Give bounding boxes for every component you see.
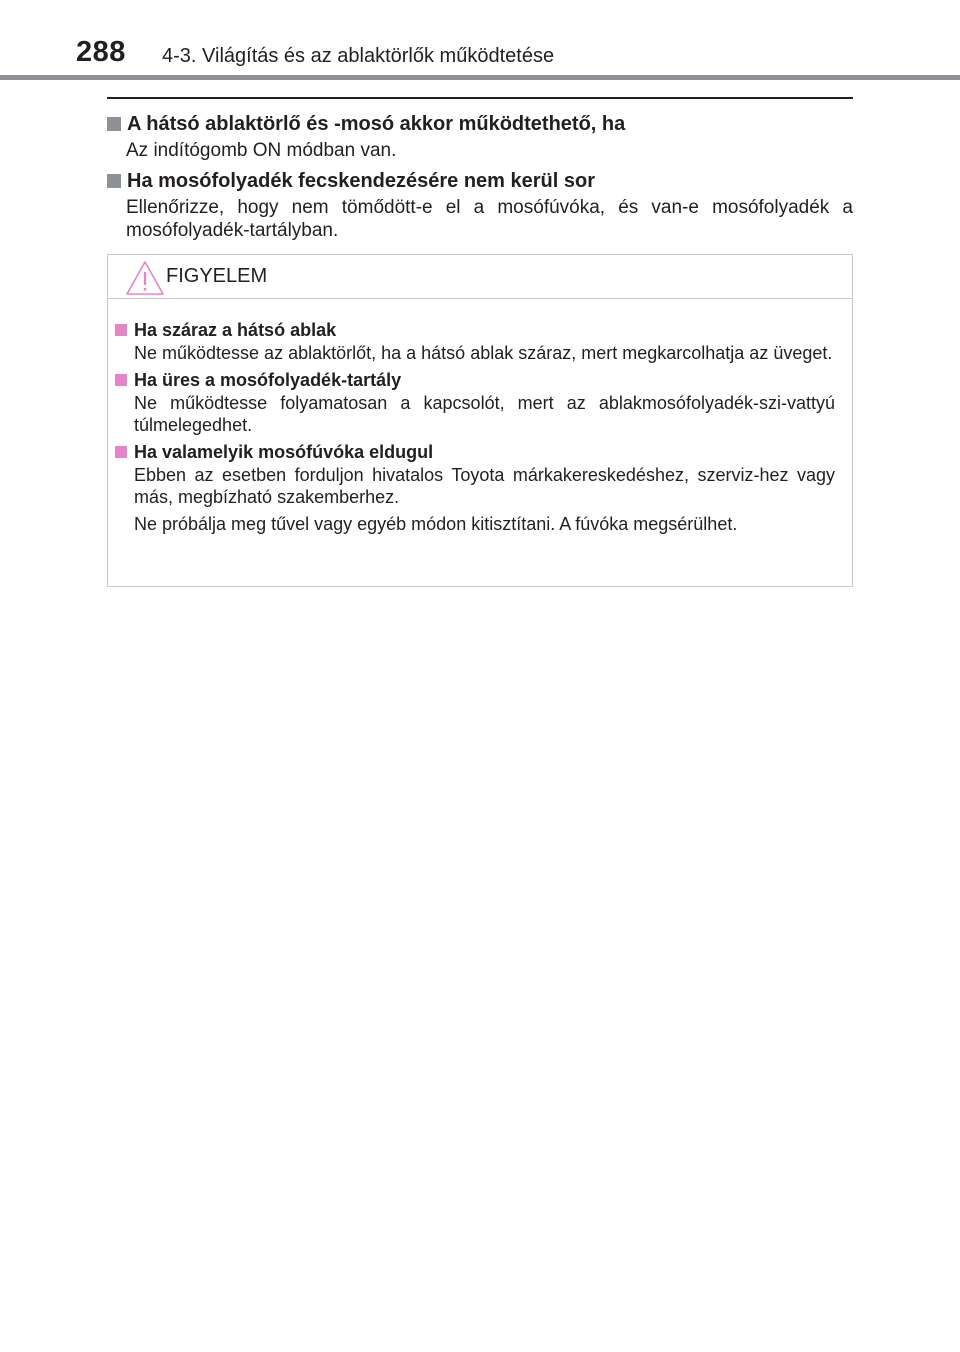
square-bullet-icon (107, 117, 121, 131)
warning-body (108, 299, 852, 535)
section-heading: Ha mosófolyadék fecskendezésére nem kerül sor (127, 170, 595, 192)
section-paragraph: Ellenőrizze, hogy nem tömődött-e el a mosófúvóka, és van-e mosófolyadék a mosófolyadék-tartályban. (126, 197, 853, 241)
square-bullet-icon (115, 374, 127, 386)
warning-item (115, 441, 835, 535)
warning-title: FIGYELEM (166, 265, 268, 287)
warning-item-paragraph: Ne próbálja meg tűvel vagy egyéb módon kitisztítani. A fúvóka megsérülhet. (134, 514, 738, 534)
square-bullet-icon (107, 174, 121, 188)
page-header (0, 0, 960, 80)
section-heading: A hátsó ablaktörlő és -mosó akkor működtethető, ha (127, 113, 626, 135)
warning-header (108, 255, 852, 299)
warning-item-heading: Ha száraz a hátsó ablak (134, 320, 337, 340)
square-bullet-icon (115, 324, 127, 336)
main-content (107, 108, 853, 248)
warning-item (115, 369, 835, 436)
section-condition (107, 111, 853, 162)
section-divider (107, 97, 853, 99)
page-number: 288 (76, 36, 126, 68)
warning-box (107, 254, 853, 587)
warning-item-paragraph: Ne működtesse az ablaktörlőt, ha a hátsó ablak száraz, mert megkarcolhatja az üveget. (134, 343, 833, 363)
warning-item-heading: Ha valamelyik mosófúvóka eldugul (134, 442, 434, 462)
warning-item-heading: Ha üres a mosófolyadék-tartály (134, 370, 402, 390)
warning-item (115, 319, 835, 364)
section-no-spray (107, 168, 853, 242)
warning-item-paragraph: Ebben az esetben forduljon hivatalos Toyota márkakereskedéshez, szerviz-hez vagy más, megbízható szakemberhez. (134, 465, 835, 507)
warning-triangle-icon (125, 260, 165, 296)
section-paragraph: Az indítógomb ON módban van. (126, 140, 397, 161)
chapter-title: 4-3. Világítás és az ablaktörlők működtetése (162, 45, 555, 67)
square-bullet-icon (115, 446, 127, 458)
warning-item-paragraph: Ne működtesse folyamatosan a kapcsolót, mert az ablakmosófolyadék-szi-vattyú túlmelegedhet. (134, 393, 835, 435)
